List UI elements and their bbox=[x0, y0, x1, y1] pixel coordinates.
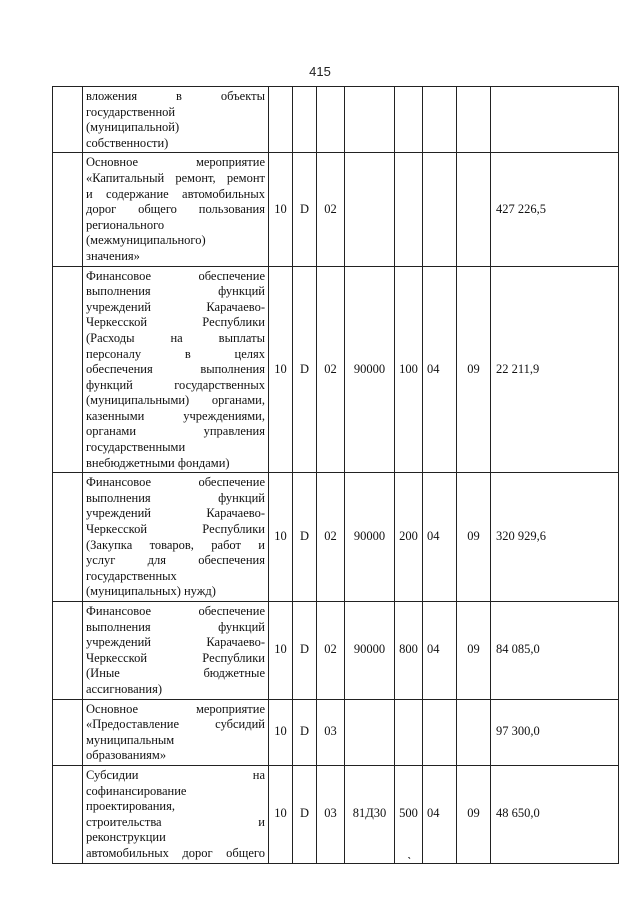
description-line: государственными bbox=[86, 440, 186, 455]
description-line: автомобильных дорог общего bbox=[86, 845, 265, 860]
scan-speck: ˋ bbox=[407, 854, 412, 870]
description-line: внебюджетными фондами) bbox=[86, 455, 230, 470]
chapter-code-cell bbox=[423, 153, 457, 266]
description-line: и содержание автомобильных bbox=[86, 186, 265, 201]
section-code-cell: 10 bbox=[269, 699, 293, 765]
subchapter-code-cell bbox=[457, 87, 491, 153]
subprogram-code-cell: D bbox=[293, 153, 317, 266]
table-body bbox=[53, 87, 619, 864]
description-line: функций государственных bbox=[86, 377, 265, 392]
description-line: Субсидии на bbox=[86, 767, 265, 782]
page-number: 415 bbox=[309, 64, 331, 79]
description-line: казенными учреждениями, bbox=[86, 408, 265, 423]
description-line: муниципальным bbox=[86, 732, 175, 747]
direction-code-cell: 90000 bbox=[345, 473, 395, 602]
description-line: Черкесской Республики bbox=[86, 650, 265, 665]
row-number-cell bbox=[53, 153, 83, 266]
description-line: строительства и bbox=[86, 814, 265, 829]
description-line: Финансовое обеспечение bbox=[86, 475, 265, 490]
table-row bbox=[53, 153, 619, 266]
row-number-cell bbox=[53, 473, 83, 602]
description-line: (межмуниципального) bbox=[86, 233, 206, 248]
amount-cell: 427 226,5 bbox=[491, 153, 619, 266]
description-line: Финансовое обеспечение bbox=[86, 268, 265, 283]
description-line: (Расходы на выплаты bbox=[86, 330, 265, 345]
subchapter-code-cell: 09 bbox=[457, 266, 491, 473]
expense-type-code-cell: 100 bbox=[395, 266, 423, 473]
chapter-code-cell: 04 bbox=[423, 266, 457, 473]
expense-type-code-cell bbox=[395, 153, 423, 266]
chapter-code-cell: 04 bbox=[423, 473, 457, 602]
description-line: Черкесской Республики bbox=[86, 315, 265, 330]
description-line: Основное мероприятие bbox=[86, 155, 265, 170]
description-line: (муниципальных) нужд) bbox=[86, 584, 216, 599]
direction-code-cell bbox=[345, 87, 395, 153]
section-code-cell: 10 bbox=[269, 266, 293, 473]
description-line: выполнения функций bbox=[86, 619, 265, 634]
description-cell bbox=[83, 765, 269, 863]
expense-type-code-cell: 800 bbox=[395, 602, 423, 700]
description-cell bbox=[83, 602, 269, 700]
section-code-cell: 10 bbox=[269, 153, 293, 266]
subchapter-code-cell bbox=[457, 153, 491, 266]
description-line: выполнения функций bbox=[86, 284, 265, 299]
chapter-code-cell: 04 bbox=[423, 765, 457, 863]
description-line: учреждений Карачаево- bbox=[86, 635, 265, 650]
subprogram-code-cell: D bbox=[293, 765, 317, 863]
section-code-cell bbox=[269, 87, 293, 153]
subprogram-code-cell: D bbox=[293, 266, 317, 473]
section-code-cell: 10 bbox=[269, 602, 293, 700]
subchapter-code-cell: 09 bbox=[457, 473, 491, 602]
subprogram-code-cell: D bbox=[293, 699, 317, 765]
description-line: персоналу в целях bbox=[86, 346, 265, 361]
program-code-cell: 02 bbox=[317, 602, 345, 700]
description-line: обеспечения выполнения bbox=[86, 362, 265, 377]
program-code-cell: 02 bbox=[317, 153, 345, 266]
subprogram-code-cell: D bbox=[293, 602, 317, 700]
amount-cell: 22 211,9 bbox=[491, 266, 619, 473]
table-row bbox=[53, 765, 619, 863]
chapter-code-cell bbox=[423, 87, 457, 153]
table-row bbox=[53, 266, 619, 473]
description-line: собственности) bbox=[86, 135, 169, 150]
description-line: органами управления bbox=[86, 424, 265, 439]
description-line: (муниципальными) органами, bbox=[86, 393, 265, 408]
table-row bbox=[53, 87, 619, 153]
description-line: значения» bbox=[86, 248, 140, 263]
program-code-cell: 03 bbox=[317, 765, 345, 863]
table-row bbox=[53, 699, 619, 765]
expense-type-code-cell bbox=[395, 699, 423, 765]
description-line: образованиям» bbox=[86, 748, 167, 763]
description-line: (муниципальной) bbox=[86, 120, 180, 135]
budget-table bbox=[52, 86, 619, 864]
row-number-cell bbox=[53, 765, 83, 863]
direction-code-cell bbox=[345, 153, 395, 266]
description-line: (Закупка товаров, работ и bbox=[86, 537, 265, 552]
expense-type-code-cell bbox=[395, 87, 423, 153]
description-line: реконструкции bbox=[86, 830, 166, 845]
row-number-cell bbox=[53, 87, 83, 153]
description-line: «Предоставление субсидий bbox=[86, 717, 265, 732]
description-line: ассигнования) bbox=[86, 681, 162, 696]
description-cell bbox=[83, 153, 269, 266]
row-number-cell bbox=[53, 266, 83, 473]
direction-code-cell bbox=[345, 699, 395, 765]
description-line: Финансовое обеспечение bbox=[86, 604, 265, 618]
table-row bbox=[53, 473, 619, 602]
description-line: учреждений Карачаево- bbox=[86, 299, 265, 314]
description-line: учреждений Карачаево- bbox=[86, 506, 265, 521]
description-cell bbox=[83, 266, 269, 473]
description-line: «Капитальный ремонт, ремонт bbox=[86, 170, 265, 185]
table-row bbox=[53, 602, 619, 700]
chapter-code-cell bbox=[423, 699, 457, 765]
program-code-cell: 02 bbox=[317, 266, 345, 473]
description-cell bbox=[83, 699, 269, 765]
description-line: дорог общего пользования bbox=[86, 202, 265, 217]
subprogram-code-cell bbox=[293, 87, 317, 153]
expense-type-code-cell: 200 bbox=[395, 473, 423, 602]
description-line: вложения в объекты bbox=[86, 89, 265, 103]
chapter-code-cell: 04 bbox=[423, 602, 457, 700]
amount-cell: 97 300,0 bbox=[491, 699, 619, 765]
section-code-cell: 10 bbox=[269, 765, 293, 863]
expense-type-code-cell: 500 bbox=[395, 765, 423, 863]
description-line: Основное мероприятие bbox=[86, 701, 265, 716]
amount-cell: 48 650,0 bbox=[491, 765, 619, 863]
description-cell bbox=[83, 473, 269, 602]
description-line: Черкесской Республики bbox=[86, 522, 265, 537]
program-code-cell: 02 bbox=[317, 473, 345, 602]
subchapter-code-cell bbox=[457, 699, 491, 765]
description-line: государственных bbox=[86, 568, 177, 583]
description-line: софинансирование bbox=[86, 783, 187, 798]
description-cell bbox=[83, 87, 269, 153]
direction-code-cell: 90000 bbox=[345, 266, 395, 473]
amount-cell: 320 929,6 bbox=[491, 473, 619, 602]
subchapter-code-cell: 09 bbox=[457, 765, 491, 863]
amount-cell bbox=[491, 87, 619, 153]
amount-cell: 84 085,0 bbox=[491, 602, 619, 700]
description-line: выполнения функций bbox=[86, 490, 265, 505]
row-number-cell bbox=[53, 602, 83, 700]
description-line: услуг для обеспечения bbox=[86, 553, 265, 568]
row-number-cell bbox=[53, 699, 83, 765]
description-line: проектирования, bbox=[86, 799, 175, 814]
description-line: регионального bbox=[86, 217, 165, 232]
program-code-cell: 03 bbox=[317, 699, 345, 765]
section-code-cell: 10 bbox=[269, 473, 293, 602]
program-code-cell bbox=[317, 87, 345, 153]
direction-code-cell: 81Д30 bbox=[345, 765, 395, 863]
direction-code-cell: 90000 bbox=[345, 602, 395, 700]
description-line: государственной bbox=[86, 104, 176, 119]
subchapter-code-cell: 09 bbox=[457, 602, 491, 700]
subprogram-code-cell: D bbox=[293, 473, 317, 602]
description-line: (Иные бюджетные bbox=[86, 666, 265, 681]
